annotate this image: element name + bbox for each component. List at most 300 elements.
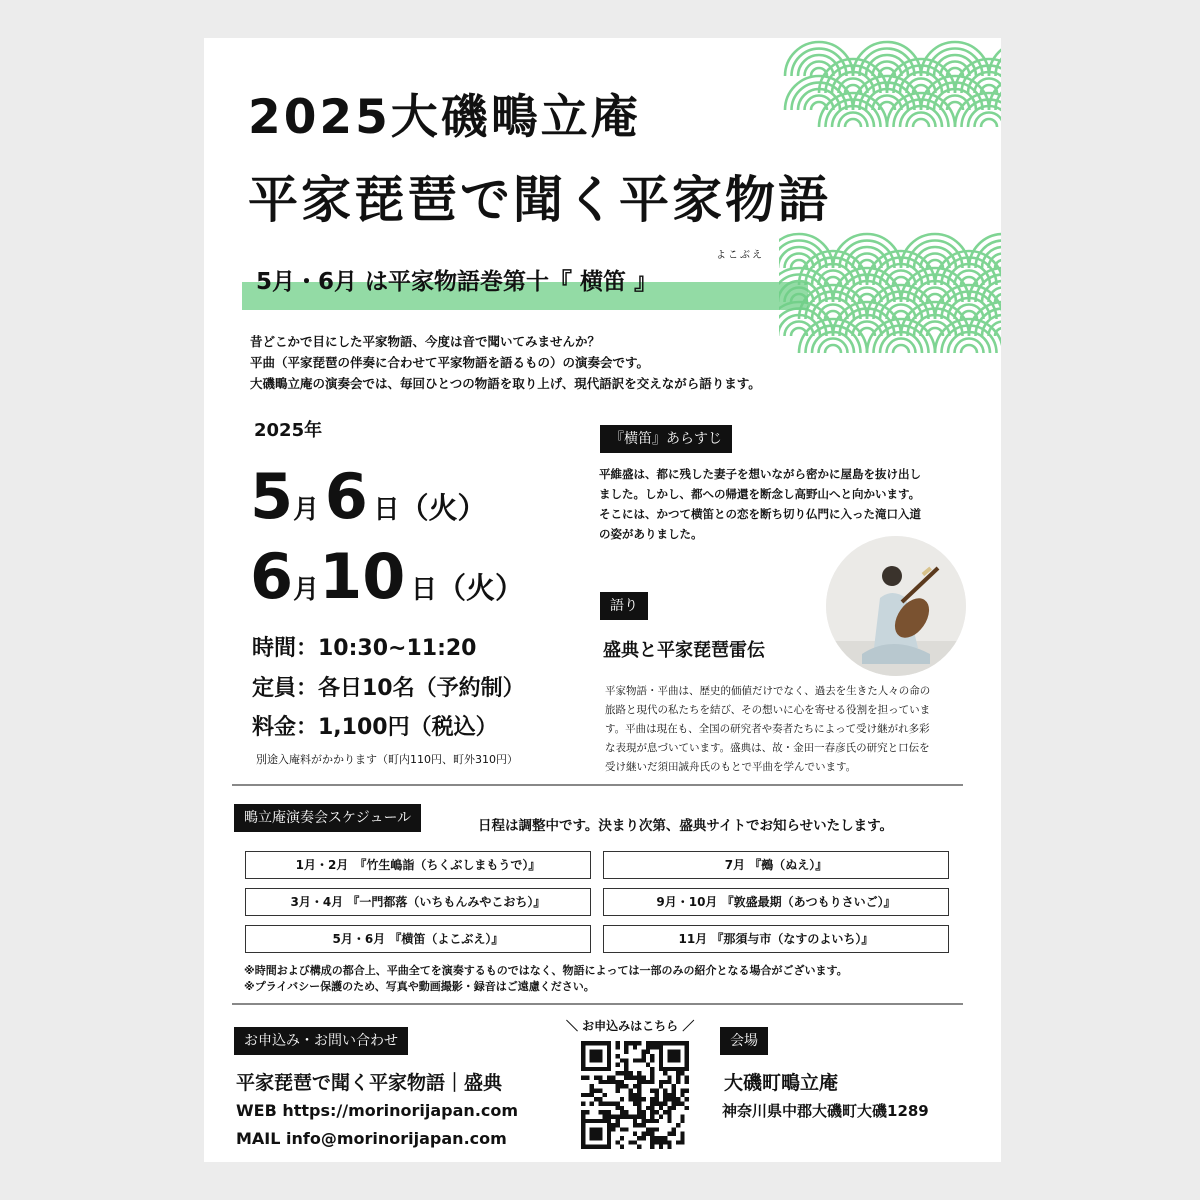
qr-module: [680, 1132, 684, 1136]
qr-module: [616, 1063, 620, 1067]
qr-module: [611, 1127, 615, 1131]
qr-module: [581, 1119, 585, 1149]
subtitle-ruby: よこぶえ: [716, 250, 764, 261]
qr-module: [646, 1106, 650, 1110]
qr-module: [637, 1084, 641, 1088]
event-time: 時間：10:30~11:20: [252, 636, 477, 661]
qr-module: [624, 1084, 628, 1088]
qr-module: [581, 1076, 585, 1080]
contact-name: 平家琵琶で聞く平家物語｜盛典: [236, 1072, 503, 1094]
qr-module: [646, 1041, 650, 1045]
qr-module: [633, 1076, 637, 1080]
qr-module: [654, 1127, 658, 1131]
qr-module: [629, 1089, 633, 1093]
qr-module: [590, 1093, 594, 1097]
qr-module: [620, 1114, 624, 1118]
qr-module: [594, 1097, 598, 1101]
qr-module: [641, 1080, 645, 1084]
qr-module: [654, 1093, 658, 1097]
qr-module: [650, 1080, 654, 1084]
qr-module: [685, 1076, 689, 1080]
synopsis-label: 『横笛』あらすじ: [600, 425, 732, 453]
qr-module: [624, 1058, 628, 1062]
qr-module: [607, 1110, 611, 1114]
qr-module: [659, 1084, 663, 1088]
schedule-cell: 11月 『那須与市（なすのよいち）』: [603, 925, 949, 953]
qr-module: [633, 1041, 637, 1045]
qr-module: [676, 1071, 680, 1075]
qr-module: [641, 1114, 645, 1118]
qr-module: [629, 1041, 633, 1045]
wave-arc: [921, 42, 989, 76]
qr-module: [654, 1041, 658, 1045]
qr-module: [637, 1145, 641, 1149]
qr-module: [650, 1119, 654, 1123]
qr-module: [654, 1119, 658, 1123]
qr-module: [646, 1063, 650, 1067]
qr-module: [629, 1140, 633, 1144]
qr-module: [620, 1145, 624, 1149]
qr-module: [637, 1080, 641, 1084]
synopsis-line: 平維盛は、都に残した妻子を想いながら密かに屋島を抜け出し: [599, 467, 921, 481]
qr-module: [637, 1076, 641, 1080]
qr-module: [585, 1093, 589, 1097]
qr-module: [667, 1114, 671, 1118]
divider: [232, 1003, 963, 1005]
date2-day: 10: [319, 540, 406, 613]
qr-module: [641, 1110, 645, 1114]
qr-module: [633, 1045, 637, 1049]
date1-month-unit: 月: [293, 495, 320, 525]
qr-module: [672, 1093, 676, 1097]
qr-module: [650, 1045, 654, 1049]
qr-module: [641, 1123, 645, 1127]
qr-module: [603, 1101, 607, 1105]
qr-module: [637, 1071, 641, 1075]
qr-module: [629, 1076, 633, 1080]
qr-module: [616, 1054, 620, 1058]
qr-module: [607, 1041, 611, 1071]
qr-module: [650, 1054, 654, 1058]
qr-module: [650, 1114, 654, 1118]
qr-module: [633, 1058, 637, 1062]
qr-module: [590, 1084, 594, 1088]
qr-module: [624, 1067, 628, 1071]
qr-code-icon[interactable]: [581, 1041, 689, 1149]
qr-module: [633, 1119, 637, 1123]
qr-module: [598, 1080, 602, 1084]
wave-arc: [913, 119, 929, 127]
qr-module: [659, 1080, 663, 1084]
wave-arc: [845, 119, 861, 127]
schedule-cell: 3月・4月 『一門都落（いちもんみやこおち）』: [245, 888, 591, 916]
qr-module: [641, 1058, 645, 1062]
date2-month-unit: 月: [293, 575, 320, 605]
qr-module: [585, 1076, 589, 1080]
qr-module: [620, 1127, 624, 1131]
qr-module: [624, 1127, 628, 1131]
subtitle: 5月・6月 は平家物語巻第十『 横笛 』: [256, 269, 658, 295]
qr-module: [598, 1076, 602, 1080]
qr-module: [633, 1114, 637, 1118]
narrator-line: 受け継いだ須田誠舟氏のもとで平曲を学んでいます。: [605, 761, 857, 773]
intro-line: 平曲（平家琵琶の伴奏に合わせて平家物語を語るもの）の演奏会です。: [250, 355, 650, 370]
qr-module: [637, 1106, 641, 1110]
qr-module: [616, 1045, 620, 1049]
qr-module: [616, 1119, 620, 1123]
qr-module: [641, 1076, 645, 1080]
qr-module: [654, 1101, 658, 1105]
qr-module: [633, 1097, 637, 1101]
qr-module: [659, 1136, 663, 1140]
contact-label: お申込み・お問い合わせ: [234, 1027, 408, 1055]
qr-module: [607, 1076, 611, 1080]
qr-module: [659, 1140, 663, 1144]
qr-module: [646, 1127, 650, 1131]
schedule-note: 日程は調整中です。決まり次第、盛典サイトでお知らせいたします。: [478, 818, 893, 834]
qr-module: [663, 1101, 667, 1105]
wave-arc: [981, 119, 997, 127]
qr-module: [650, 1101, 654, 1105]
qr-module: [590, 1089, 594, 1093]
qr-module: [607, 1080, 611, 1084]
synopsis-line: ました。しかし、都への帰還を断念し高野山へと向かいます。: [599, 487, 921, 501]
qr-module: [672, 1089, 676, 1093]
qr-module: [637, 1123, 641, 1127]
qr-module: [585, 1110, 589, 1114]
qr-module: [629, 1093, 633, 1097]
date1-day-unit: 日: [373, 495, 400, 525]
wave-arc: [961, 345, 977, 353]
qr-module: [624, 1076, 628, 1080]
date2-month: 6: [250, 540, 294, 613]
qr-module: [659, 1067, 689, 1071]
entry-fee-note: 別途入庵料がかかります（町内110円、町外310円）: [256, 753, 518, 766]
qr-module: [667, 1145, 671, 1149]
narrator-line: 旅路と現代の私たちを結び、その想いに心を寄せる役割を担っていま: [605, 704, 931, 716]
qr-module: [598, 1089, 602, 1093]
qr-module: [581, 1041, 585, 1071]
qr-module: [633, 1101, 637, 1105]
narrator-line: な表現が息づいています。盛典は、故・金田一春彦氏の研究と口伝を: [605, 742, 930, 754]
qr-module: [667, 1097, 671, 1101]
qr-module: [616, 1084, 620, 1088]
qr-module: [685, 1089, 689, 1093]
qr-module: [633, 1132, 637, 1136]
qr-module: [676, 1080, 680, 1084]
qr-caption: ＼ お申込みはこちら ／: [566, 1019, 695, 1033]
schedule-label: 鴫立庵演奏会スケジュール: [234, 804, 421, 832]
qr-module: [663, 1110, 667, 1114]
qr-module: [581, 1067, 611, 1071]
qr-module: [629, 1114, 633, 1118]
qr-module: [616, 1123, 620, 1127]
qr-module: [659, 1101, 663, 1105]
qr-module: [667, 1080, 671, 1084]
qr-module: [616, 1140, 620, 1144]
qr-module: [581, 1114, 585, 1118]
qr-module: [581, 1145, 611, 1149]
qr-module: [659, 1145, 663, 1149]
qr-module: [603, 1080, 607, 1084]
qr-module: [641, 1050, 645, 1054]
qr-module: [650, 1041, 654, 1045]
narrator-label: 語り: [600, 592, 648, 620]
qr-module: [663, 1097, 667, 1101]
qr-module: [616, 1071, 620, 1075]
qr-module: [650, 1089, 654, 1093]
synopsis-line: の姿がありました。: [599, 527, 703, 541]
qr-module: [650, 1071, 654, 1075]
qr-module: [654, 1140, 658, 1144]
qr-module: [611, 1114, 615, 1118]
qr-module: [663, 1089, 667, 1093]
narrator-line: 平家物語・平曲は、歴史的価値だけでなく、過去を生きた人々の命の: [605, 685, 931, 697]
qr-module: [646, 1119, 650, 1123]
qr-module: [676, 1097, 680, 1101]
qr-module: [624, 1110, 628, 1114]
qr-module: [685, 1106, 689, 1110]
qr-module: [581, 1101, 585, 1105]
qr-module: [650, 1058, 654, 1062]
qr-module: [659, 1041, 689, 1045]
narrator-line: す。平曲は現在も、全国の研究者や奏者たちによって受け継がれ多彩: [605, 723, 930, 735]
performer-name: 盛典と平家琵琶雷伝: [603, 640, 765, 661]
qr-module: [663, 1071, 667, 1075]
qr-module: [667, 1110, 671, 1114]
date1-month: 5: [250, 460, 294, 533]
synopsis-line: そこには、かつて横笛との恋を断ち切り仏門に入った滝口入道: [599, 507, 921, 521]
qr-module: [637, 1110, 641, 1114]
qr-module: [676, 1101, 680, 1105]
qr-module: [594, 1089, 598, 1093]
qr-module: [650, 1136, 654, 1140]
qr-module: [650, 1106, 654, 1110]
qr-module: [641, 1054, 645, 1058]
qr-module: [581, 1041, 611, 1045]
qr-module: [667, 1050, 680, 1063]
qr-module: [650, 1145, 654, 1149]
date2-weekday: （火）: [437, 571, 525, 605]
qr-module: [672, 1101, 676, 1105]
qr-module: [594, 1076, 598, 1080]
qr-module: [603, 1114, 607, 1118]
qr-module: [659, 1106, 663, 1110]
qr-module: [650, 1097, 654, 1101]
venue-name: 大磯町鴫立庵: [724, 1072, 839, 1094]
qr-module: [637, 1097, 641, 1101]
qr-module: [680, 1101, 684, 1105]
intro-text: [250, 331, 761, 394]
qr-module: [620, 1071, 624, 1075]
qr-module: [663, 1136, 667, 1140]
qr-module: [676, 1076, 680, 1080]
qr-module: [680, 1093, 684, 1097]
qr-module: [663, 1140, 667, 1144]
qr-module: [646, 1080, 650, 1084]
qr-module: [654, 1045, 658, 1049]
qr-module: [607, 1114, 611, 1118]
qr-module: [637, 1089, 641, 1093]
qr-module: [680, 1089, 684, 1093]
qr-module: [611, 1101, 615, 1105]
qr-module: [650, 1140, 654, 1144]
qr-module: [650, 1067, 654, 1071]
intro-line: 大磯鴫立庵の演奏会では、毎回ひとつの物語を取り上げ、現代語訳を交えながら語ります。: [250, 376, 761, 391]
qr-module: [620, 1110, 624, 1114]
qr-module: [633, 1084, 637, 1088]
qr-module: [620, 1058, 624, 1062]
qr-module: [680, 1114, 684, 1118]
qr-module: [620, 1080, 624, 1084]
wave-arc: [833, 234, 901, 268]
divider: [232, 784, 963, 786]
qr-module: [650, 1127, 654, 1131]
flyer-page: [204, 38, 1001, 1162]
qr-module: [654, 1089, 658, 1093]
qr-module: [637, 1041, 641, 1045]
qr-module: [680, 1140, 684, 1144]
qr-module: [581, 1119, 611, 1123]
qr-module: [641, 1097, 645, 1101]
title-line-2: 平家琵琶で聞く平家物語: [248, 171, 831, 229]
qr-module: [667, 1132, 671, 1136]
qr-module: [663, 1080, 667, 1084]
qr-module: [659, 1041, 663, 1071]
qr-module: [685, 1097, 689, 1101]
qr-module: [637, 1114, 641, 1118]
qr-module: [603, 1093, 607, 1097]
qr-module: [685, 1080, 689, 1084]
qr-module: [581, 1110, 585, 1114]
qr-module: [641, 1136, 645, 1140]
wave-arc: [825, 345, 841, 353]
qr-module: [680, 1119, 684, 1123]
performer-illustration: [826, 536, 966, 676]
contact-mail-link[interactable]: MAIL info@morinorijapan.com: [236, 1129, 507, 1148]
schedule-cell: 9月・10月 『敦盛最期（あつもりさいご）』: [603, 888, 949, 916]
intro-line: 昔どこかで目にした平家物語、今度は音で聞いてみませんか？: [250, 334, 601, 349]
qr-module: [611, 1076, 615, 1080]
date2-day-unit: 日: [411, 575, 438, 605]
schedule-footnote: ※時間および構成の都合上、平曲全てを演奏するものではなく、物語によっては一部のみの紹介となる場合がございます。: [244, 964, 848, 977]
qr-module: [672, 1106, 676, 1110]
schedule-cell: 1月・2月 『竹生嶋詣（ちくぶしまもうで）』: [245, 851, 591, 879]
event-date-2: [250, 540, 524, 613]
narrator-text: [605, 682, 930, 777]
event-year: 2025年: [254, 420, 323, 441]
qr-module: [650, 1132, 654, 1136]
qr-module: [667, 1140, 671, 1144]
qr-module: [680, 1071, 684, 1075]
wave-arc: [853, 42, 921, 76]
qr-module: [629, 1097, 633, 1101]
qr-module: [620, 1097, 624, 1101]
qr-module: [676, 1123, 680, 1127]
qr-module: [620, 1136, 624, 1140]
qr-module: [603, 1110, 607, 1114]
qr-module: [672, 1097, 676, 1101]
qr-module: [624, 1045, 628, 1049]
qr-module: [616, 1106, 620, 1110]
qr-module: [646, 1050, 650, 1054]
qr-module: [676, 1140, 680, 1144]
qr-module: [667, 1076, 671, 1080]
qr-module: [633, 1093, 637, 1097]
qr-module: [672, 1132, 676, 1136]
qr-module: [624, 1063, 628, 1067]
schedule-cell: 7月 『鵺（ぬえ）』: [603, 851, 949, 879]
qr-module: [624, 1041, 628, 1045]
qr-module: [637, 1058, 641, 1062]
event-capacity: 定員：各日10名（予約制）: [252, 676, 525, 701]
qr-module: [641, 1119, 645, 1123]
qr-module: [624, 1114, 628, 1118]
date1-day: 6: [324, 460, 368, 533]
qr-module: [646, 1045, 650, 1049]
contact-web-link[interactable]: WEB https://morinorijapan.com: [236, 1101, 519, 1120]
qr-module: [650, 1076, 654, 1080]
qr-module: [663, 1093, 667, 1097]
synopsis-text: [599, 464, 921, 544]
wave-arc: [901, 234, 969, 268]
qr-module: [637, 1093, 641, 1097]
qr-module: [646, 1132, 650, 1136]
qr-module: [607, 1119, 611, 1149]
qr-module: [641, 1132, 645, 1136]
qr-module: [620, 1106, 624, 1110]
qr-module: [624, 1050, 628, 1054]
qr-module: [616, 1089, 620, 1093]
qr-module: [659, 1114, 663, 1118]
qr-module: [620, 1084, 624, 1088]
qr-module: [607, 1101, 611, 1105]
qr-module: [667, 1119, 671, 1123]
schedule-cell: 5月・6月 『横笛（よこぶえ）』: [245, 925, 591, 953]
qr-module: [654, 1136, 658, 1140]
qr-module: [629, 1071, 633, 1075]
qr-module: [611, 1123, 615, 1127]
qr-module: [667, 1093, 671, 1097]
date1-weekday: （火）: [399, 491, 487, 525]
qr-module: [633, 1140, 637, 1144]
qr-module: [616, 1101, 620, 1105]
qr-module: [598, 1110, 602, 1114]
qr-module: [598, 1097, 602, 1101]
qr-module: [611, 1080, 615, 1084]
venue-address: 神奈川県中郡大磯町大磯1289: [722, 1102, 929, 1120]
qr-module: [680, 1136, 684, 1140]
qr-module: [633, 1123, 637, 1127]
performer-photo: [826, 536, 966, 676]
qr-module: [616, 1041, 620, 1045]
qr-module: [685, 1041, 689, 1071]
wave-arc: [785, 42, 853, 76]
event-date-1: [250, 460, 486, 533]
qr-module: [590, 1101, 594, 1105]
qr-module: [598, 1101, 602, 1105]
qr-module: [637, 1101, 641, 1105]
qr-module: [624, 1071, 628, 1075]
qr-module: [581, 1093, 585, 1097]
qr-module: [616, 1114, 620, 1118]
qr-module: [590, 1050, 603, 1063]
qr-module: [667, 1106, 671, 1110]
qr-module: [650, 1110, 654, 1114]
qr-module: [672, 1127, 676, 1131]
qr-module: [616, 1080, 620, 1084]
qr-module: [654, 1110, 658, 1114]
